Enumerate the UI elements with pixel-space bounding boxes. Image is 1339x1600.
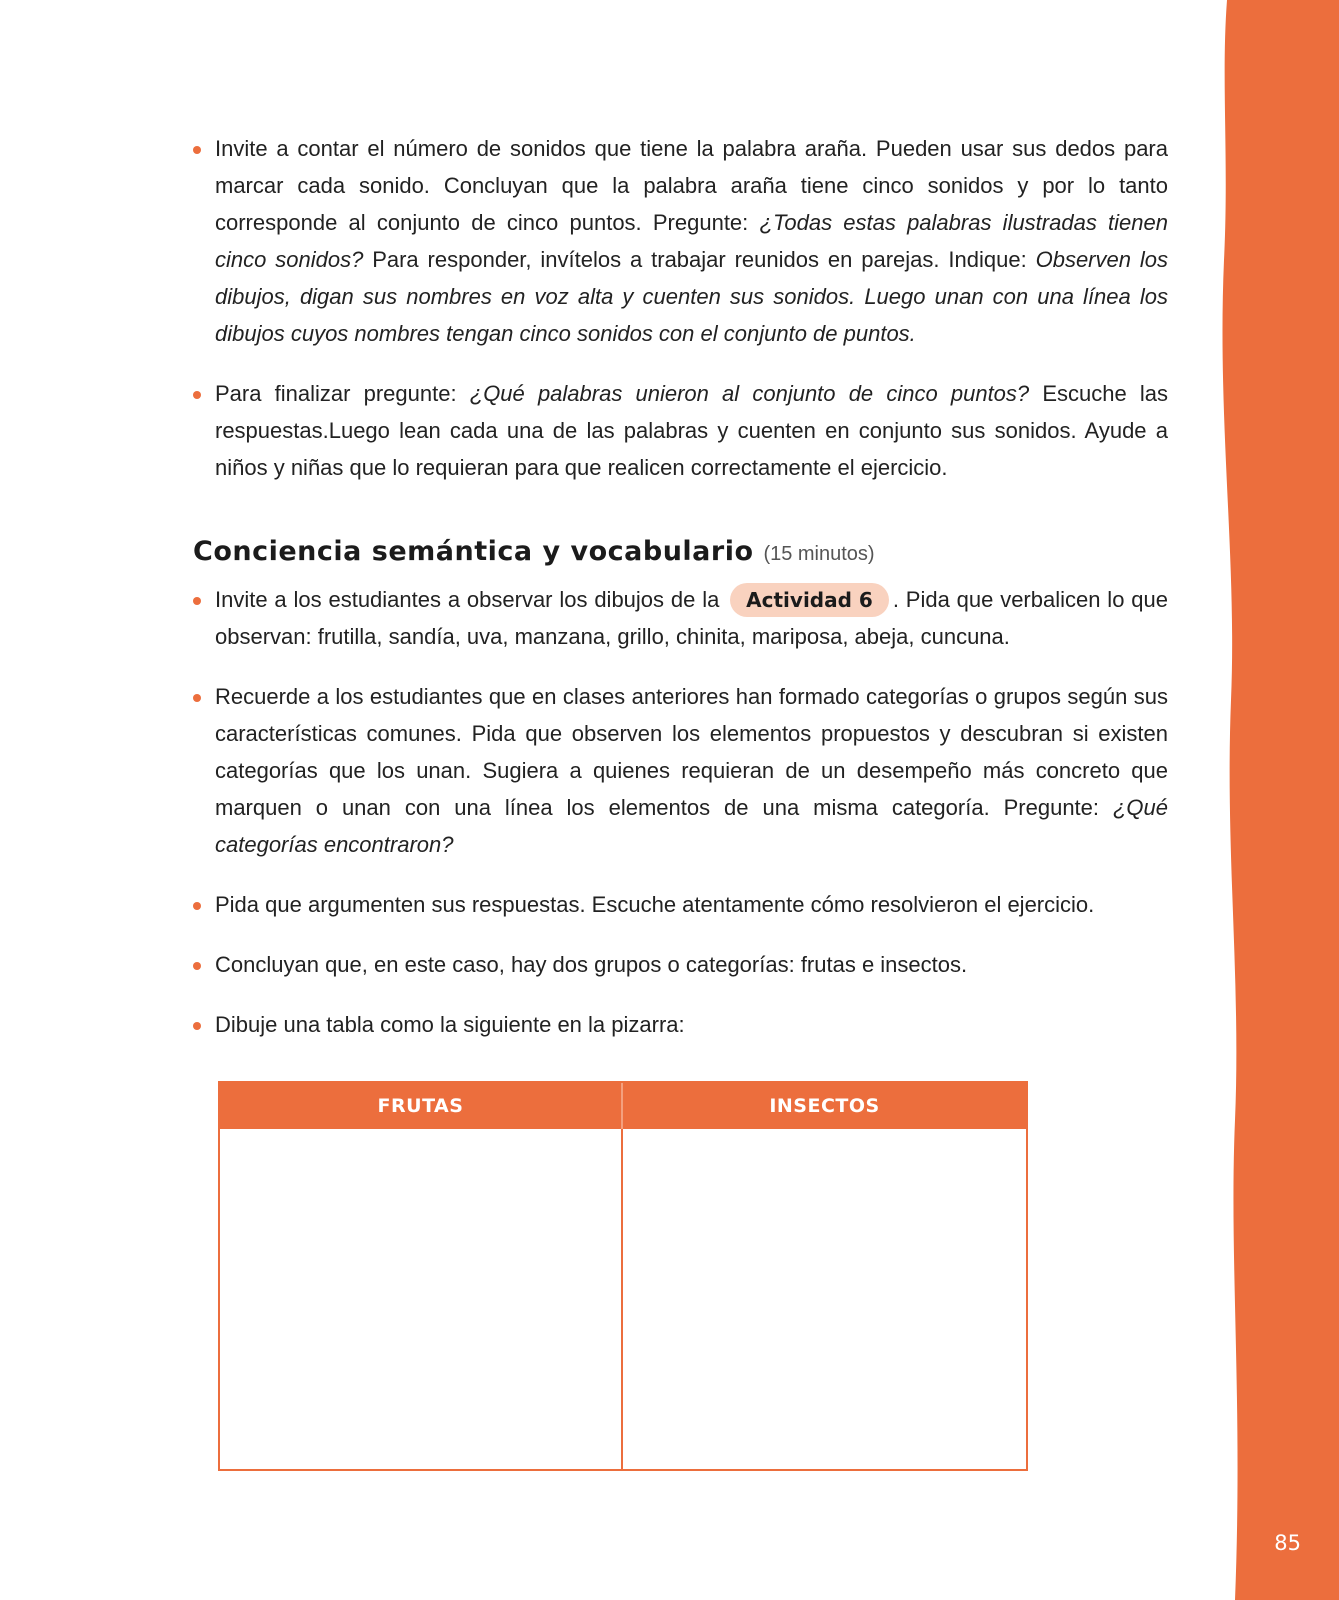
- bullet-text: Para responder, invítelos a trabajar reunidos en parejas. Indique:: [363, 247, 1036, 272]
- categories-table: [218, 1081, 1028, 1471]
- bullet-italic-text: Observen los dibujos, digan sus nombres en voz alta y cuenten sus sonidos. Luego unan con una línea los dibujos cuyos nombres tengan cinco sonidos con el conjunto de puntos.: [215, 247, 1168, 346]
- bullet-italic-text: ¿Qué palabras unieron al conjunto de cinco puntos?: [469, 381, 1030, 406]
- bullet-text: Invite a contar el número de sonidos que tiene la palabra araña. Pueden usar sus dedos para marcar cada sonido. Concluyan que la palabra araña tiene cinco sonidos y por lo tanto corresponde al conjunto de cinco puntos. Pregunte:: [215, 136, 1168, 235]
- activity-badge: Actividad 6: [730, 583, 889, 617]
- bullet-item-activity: [193, 581, 1168, 655]
- bullet-text: Para finalizar pregunte:: [215, 381, 470, 406]
- bullet-item: [193, 130, 1168, 352]
- section-duration: (15 minutos): [763, 543, 875, 565]
- bullet-text: . Pida que verbalicen lo que observan: frutilla, sandía, uva, manzana, grillo, chinita, mariposa, abeja, cuncuna.: [215, 587, 1168, 649]
- side-decorative-band: [1219, 0, 1339, 1600]
- table-header-insectos: INSECTOS: [623, 1083, 1026, 1129]
- bullet-item: [193, 678, 1168, 863]
- bullet-dot-icon: [193, 391, 201, 399]
- bullet-text: Dibuje una tabla como la siguiente en la pizarra:: [215, 1012, 685, 1037]
- table-cell-frutas: [220, 1129, 623, 1469]
- bullet-dot-icon: [193, 1022, 201, 1030]
- bullet-item: [193, 1006, 1168, 1043]
- document-body: [193, 130, 1168, 1066]
- bullet-italic-text: ¿Qué categorías encontraron?: [215, 795, 1168, 857]
- table-header-frutas: FRUTAS: [220, 1083, 623, 1129]
- bullet-text: Invite a los estudiantes a observar los dibujos de la: [215, 587, 727, 612]
- bullet-text: Recuerde a los estudiantes que en clases anteriores han formado categorías o grupos según sus características comunes. Pida que observen los elementos propuestos y descubran si existen categorías que los unan. Sugiera a quienes requieran de un desempeño más concreto que marquen o unan con una línea los elementos de una misma categoría. Pregunte:: [215, 684, 1168, 820]
- orange-wave-shape: [1222, 0, 1339, 1600]
- bullet-item: [193, 375, 1168, 486]
- bullet-italic-text: ¿Todas estas palabras ilustradas tienen cinco sonidos?: [215, 210, 1168, 272]
- bullet-dot-icon: [193, 597, 201, 605]
- page-number: 85: [1274, 1531, 1301, 1555]
- bullet-dot-icon: [193, 146, 201, 154]
- bullet-text: Escuche las respuestas.Luego lean cada una de las palabras y cuenten en conjunto sus sonidos. Ayude a niños y niñas que lo requieran para que realicen correctamente el ejercicio.: [215, 381, 1168, 480]
- section-heading: [193, 536, 1168, 567]
- bullet-list-top: [193, 130, 1168, 486]
- bullet-text: Concluyan que, en este caso, hay dos grupos o categorías: frutas e insectos.: [215, 952, 968, 977]
- bullet-dot-icon: [193, 902, 201, 910]
- bullet-list-bottom: [193, 678, 1168, 1043]
- bullet-item: [193, 946, 1168, 983]
- bullet-dot-icon: [193, 694, 201, 702]
- bullet-item: [193, 886, 1168, 923]
- bullet-text: Pida que argumenten sus respuestas. Escuche atentamente cómo resolvieron el ejercicio.: [215, 892, 1095, 917]
- section-title: Conciencia semántica y vocabulario: [193, 536, 754, 567]
- table-cell-insectos: [623, 1129, 1026, 1469]
- bullet-dot-icon: [193, 962, 201, 970]
